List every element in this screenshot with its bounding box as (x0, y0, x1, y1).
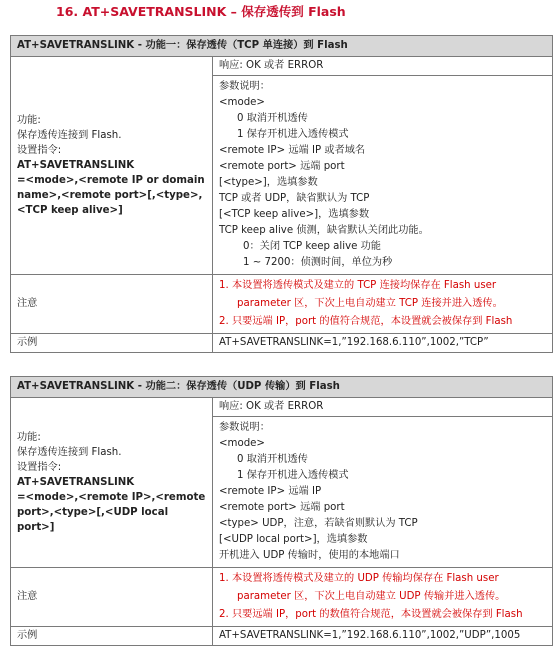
params-line: <remote port> 远端 port (219, 161, 345, 172)
note-line: parameter 区，下次上电自动建立 UDP 传输并进入透传。 (237, 591, 506, 602)
function-description: 保存透传连接到 Flash. (17, 447, 122, 458)
params-line: 参数说明： (219, 81, 270, 92)
params-line: 0：关闭 TCP keep alive 功能 (243, 241, 381, 252)
params-line: TCP keep alive 侦测，缺省默认关闭此功能。 (219, 225, 429, 236)
params-line: 参数说明： (219, 422, 270, 433)
params-line: <remote IP> 远端 IP 或者域名 (219, 145, 366, 156)
params-line: TCP 或者 UDP，缺省默认为 TCP (219, 193, 370, 204)
command-syntax: =<mode>,<remote IP>,<remote port>,<type>[,<UDP local port>] (17, 492, 206, 533)
params-line: <remote IP> 远端 IP (219, 486, 322, 497)
note-line: 2. 只要远端 IP，port 的值符合规范，本设置就会被保存到 Flash (219, 316, 513, 327)
table-title: AT+SAVETRANSLINK - 功能二：保存透传（UDP 传输）到 Flash (11, 377, 553, 398)
set-command-label: 设置指令: (17, 145, 62, 156)
parameters-cell (213, 417, 553, 568)
params-line: [<UDP local port>]，选填参数 (219, 534, 368, 545)
set-command-label: 设置指令: (17, 462, 62, 473)
function-description: 保存透传连接到 Flash. (17, 130, 122, 141)
params-line: <mode> (219, 438, 265, 449)
command-name: AT+SAVETRANSLINK (17, 160, 135, 171)
note-label: 注意 (11, 275, 213, 334)
function-cell (11, 57, 213, 275)
function-label: 功能: (17, 115, 41, 126)
function-label: 功能: (17, 432, 41, 443)
params-line: 1 保存开机进入透传模式 (237, 129, 349, 140)
params-line: <type> UDP，注意，若缺省则默认为 TCP (219, 518, 418, 529)
params-line: [<type>]，选填参数 (219, 177, 318, 188)
table-header-row (11, 36, 553, 57)
function-cell (11, 398, 213, 568)
note-cell (213, 275, 553, 334)
command-table-udp (10, 376, 553, 646)
note-line: 1. 本设置将透传模式及建立的 UDP 传输均保存在 Flash user (219, 573, 499, 584)
table-header-row (11, 377, 553, 398)
note-cell (213, 568, 553, 627)
params-line: 0 取消开机透传 (237, 113, 308, 124)
note-line: 2. 只要远端 IP，port 的数值符合规范，本设置就会被保存到 Flash (219, 609, 523, 620)
params-line: <remote port> 远端 port (219, 502, 345, 513)
note-line: parameter 区，下次上电自动建立 TCP 连接并进入透传。 (237, 298, 503, 309)
section-heading: 16. AT+SAVETRANSLINK – 保存透传到 Flash (56, 4, 346, 19)
response-cell: 响应: OK 或者 ERROR (213, 398, 553, 417)
params-line: 0 取消开机透传 (237, 454, 308, 465)
example-label: 示例 (11, 627, 213, 646)
note-label: 注意 (11, 568, 213, 627)
example-label: 示例 (11, 334, 213, 353)
params-line: 开机进入 UDP 传输时，使用的本地端口 (219, 550, 400, 561)
response-cell: 响应: OK 或者 ERROR (213, 57, 553, 76)
params-line: 1 保存开机进入透传模式 (237, 470, 349, 481)
command-table-tcp (10, 35, 553, 353)
example-value: AT+SAVETRANSLINK=1,”192.168.6.110”,1002,”UDP”,1005 (213, 627, 553, 646)
params-line: 1 ~ 7200：侦测时间，单位为秒 (243, 257, 393, 268)
parameters-cell (213, 76, 553, 275)
example-value: AT+SAVETRANSLINK=1,”192.168.6.110”,1002,”TCP” (213, 334, 553, 353)
command-name: AT+SAVETRANSLINK (17, 477, 135, 488)
params-line: <mode> (219, 97, 265, 108)
command-syntax: =<mode>,<remote IP or domain name>,<remote port>[,<type>,<TCP keep alive>] (17, 175, 205, 216)
params-line: [<TCP keep alive>]，选填参数 (219, 209, 370, 220)
note-line: 1. 本设置将透传模式及建立的 TCP 连接均保存在 Flash user (219, 280, 497, 291)
table-title: AT+SAVETRANSLINK - 功能一：保存透传（TCP 单连接）到 Flash (11, 36, 553, 57)
